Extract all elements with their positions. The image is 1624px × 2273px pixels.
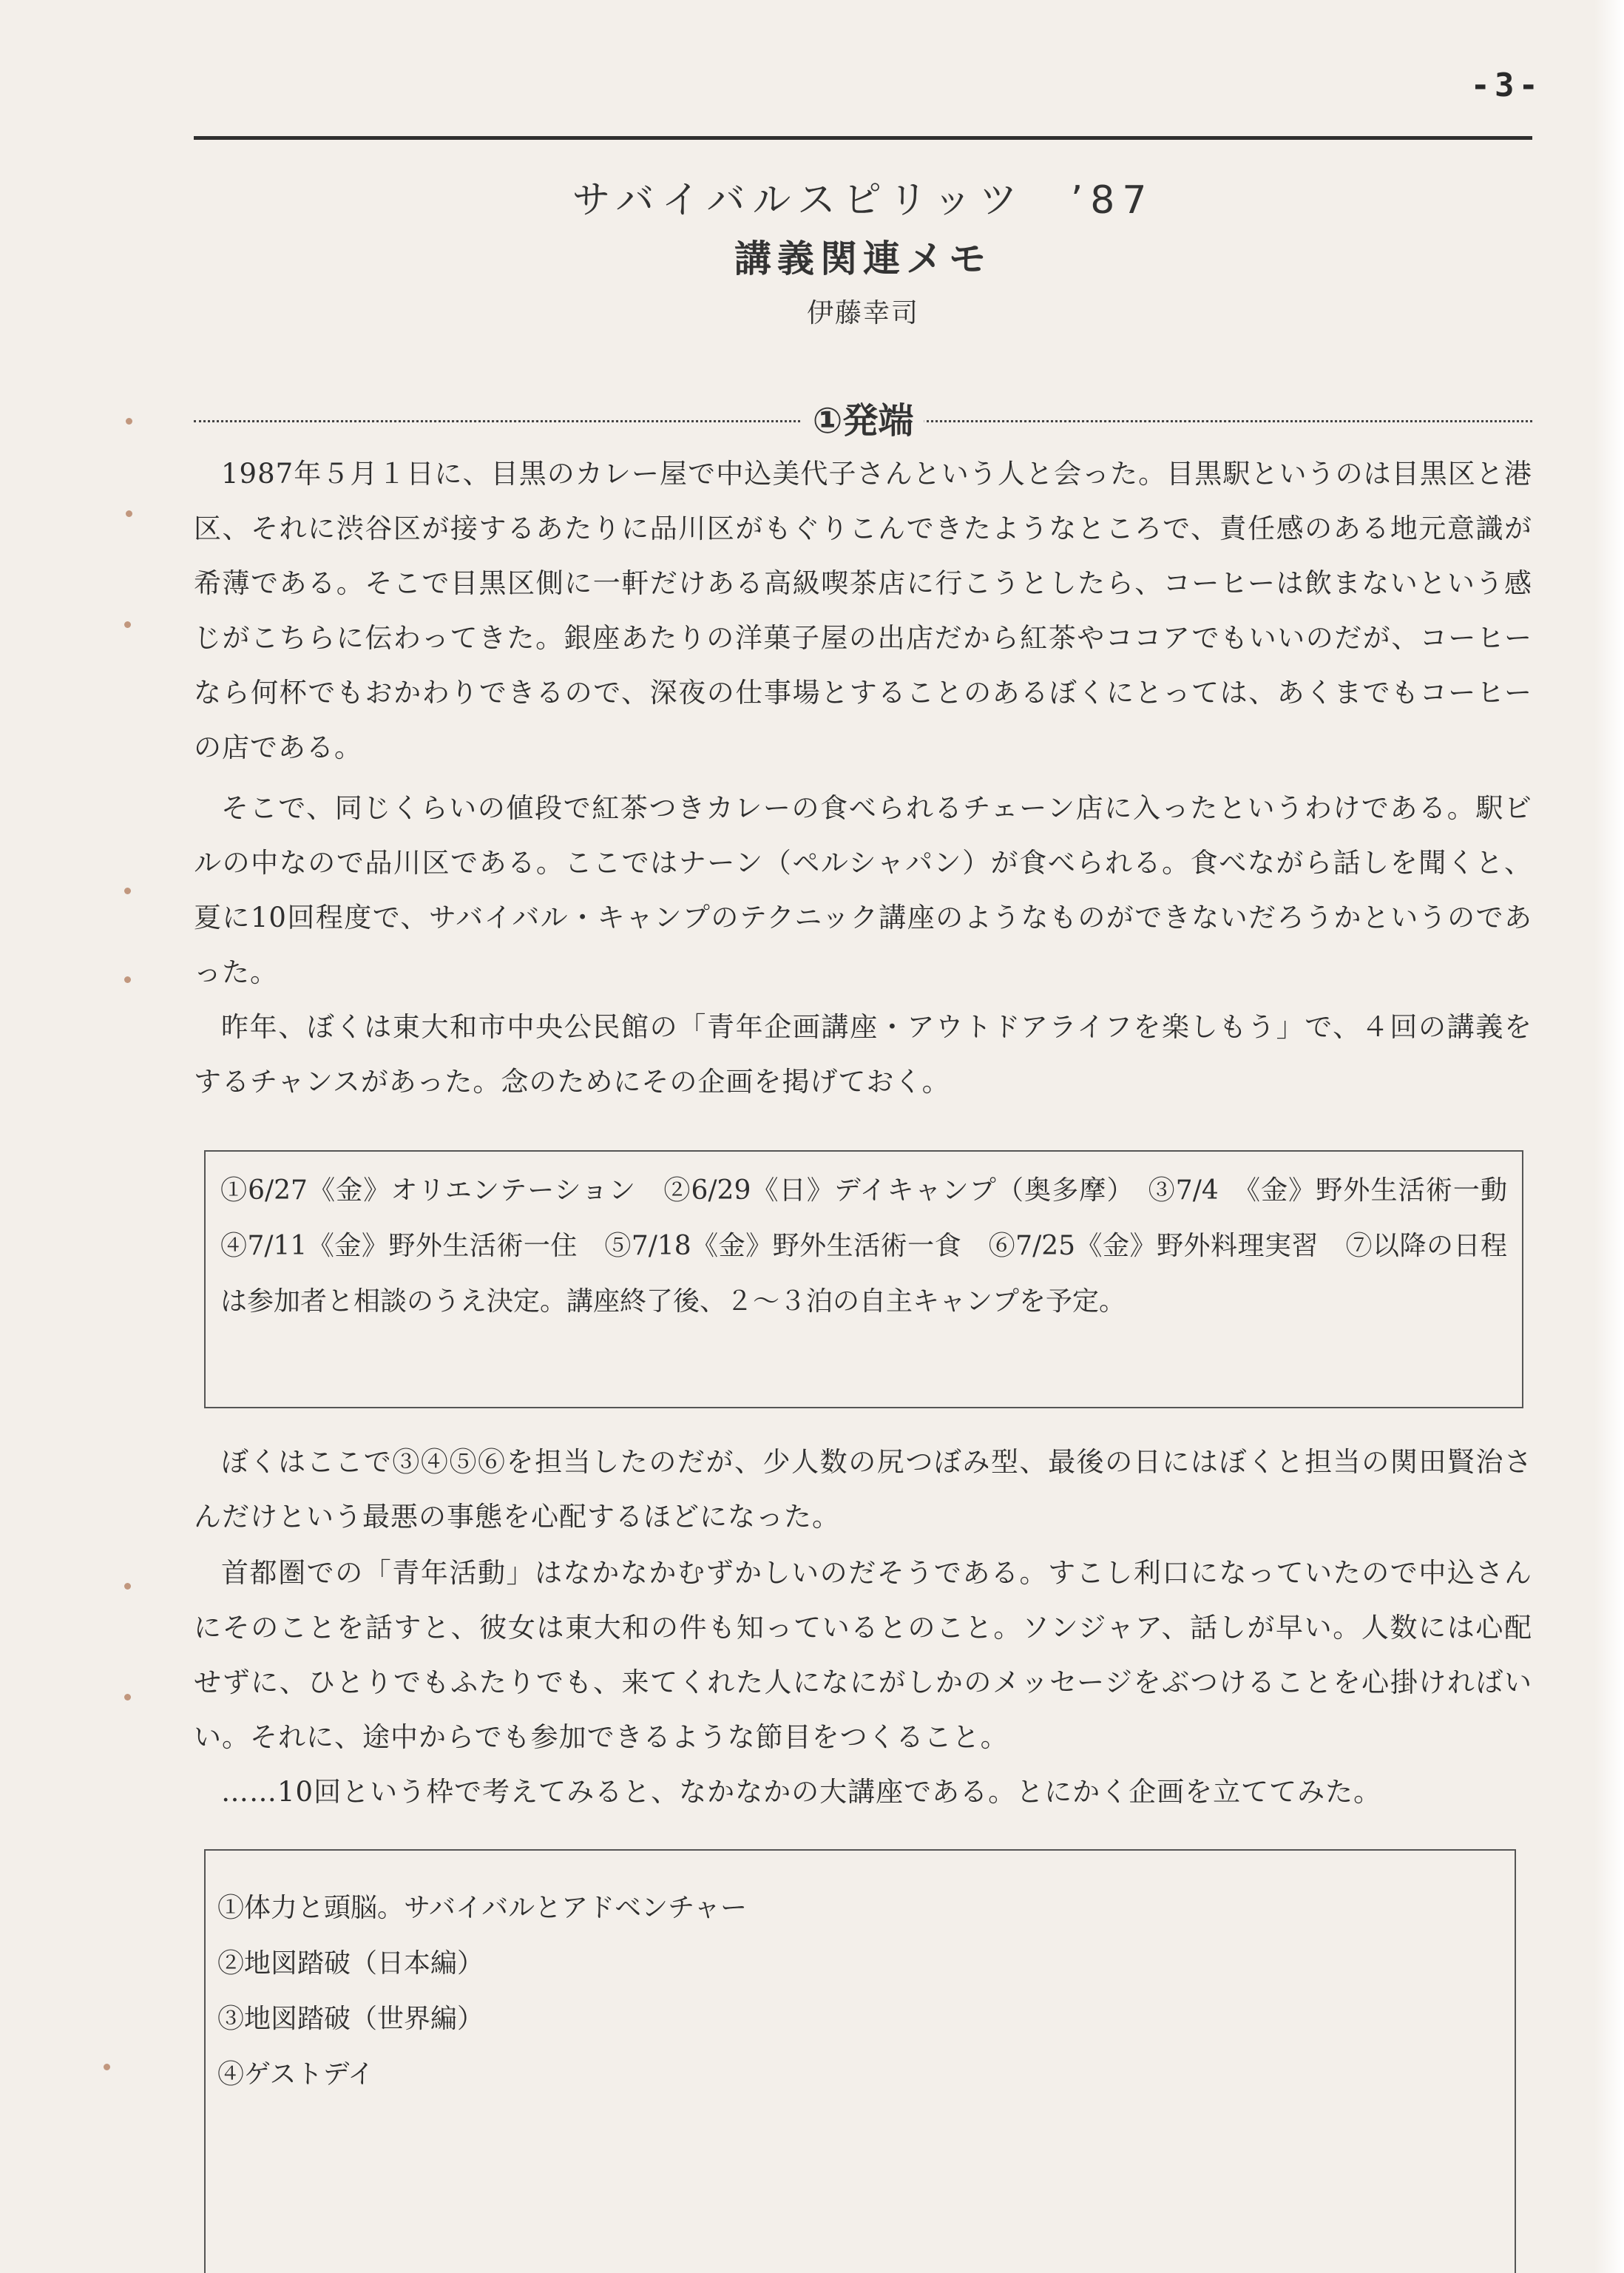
paper-edge <box>1594 0 1624 2273</box>
paragraph-text: ぼくはここで③④⑤⑥を担当したのだが、少人数の尻つぼみ型、最後の日にはぼくと担当の関田賢治さんだけという最悪の事態を心配するほどになった。 <box>194 1446 1532 1533</box>
binding-hole <box>124 1583 131 1590</box>
body-paragraph <box>194 1435 1532 1544</box>
plan-list <box>217 1880 747 2102</box>
paragraph-text: ……10回という枠で考えてみると、なかなかの大講座である。とにかく企画を立ててみた。 <box>221 1776 1382 1808</box>
paragraph-text: 1987年５月１日に、目黒のカレー屋で中込美代子さんという人と会った。目黒駅というのは目黒区と港区、それに渋谷区が接するあたりに品川区がもぐりこんできたようなところで、責任感のある地元意識が希薄である。そこで目黒区側に一軒だけある高級喫茶店に行こうとしたら、コーヒーは飲まないという感じがこちらに伝わってきた。銀座あたりの洋菓子屋の出店だから紅茶やココアでもいいのだが、コーヒーなら何杯でもおかわりできるので、深夜の仕事場とすることのあるぼくにとっては、あくまでもコーヒーの店である。 <box>194 458 1532 763</box>
document-subtitle: 講義関連メモ <box>734 237 992 280</box>
binding-hole <box>124 621 131 628</box>
body-paragraph <box>194 781 1532 1000</box>
section-heading <box>194 392 1532 444</box>
binding-hole <box>126 418 132 425</box>
schedule-box <box>204 1150 1535 1408</box>
binding-hole <box>126 510 132 517</box>
binding-hole <box>124 1694 131 1700</box>
document-title: サバイバルスピリッツ ’87 <box>572 178 1154 223</box>
section-heading-label: ①発端 <box>802 392 924 443</box>
binding-hole <box>104 2064 110 2070</box>
plan-item: ①体力と頭脳。サバイバルとアドベンチャー <box>217 1893 748 1923</box>
header-rule <box>194 136 1532 140</box>
body-paragraph <box>194 447 1532 775</box>
document-author: 伊藤幸司 <box>806 298 919 328</box>
binding-hole <box>124 888 131 894</box>
paragraph-text: 昨年、ぼくは東大和市中央公民館の「青年企画講座・アウトドアライフを楽しもう」で、４回の講義をするチャンスがあった。念のためにその企画を掲げておく。 <box>194 1011 1532 1098</box>
binding-hole <box>124 976 131 983</box>
plan-item: ②地図踏破（日本編） <box>217 1948 484 1979</box>
schedule-text: ①6/27《金》オリエンテーション ②6/29《日》デイキャンプ（奥多摩） ③7/4 《金》野外生活術一動 ④7/11《金》野外生活術一住 ⑤7/18《金》野外生活術一食 ⑥7/25《金》野外料理実習 ⑦以降の日程は参加者と相談のうえ決定。講座終了後、２～３泊の自主キャンプを予定。 <box>220 1175 1535 1317</box>
plan-item: ③地図踏破（世界編） <box>217 2004 484 2034</box>
page-number: -3- <box>1470 67 1543 104</box>
paragraph-text: 首都圏での「青年活動」はなかなかむずかしいのだそうである。すこし利口になっていたので中込さんにそのことを話すと、彼女は東大和の件も知っているとのこと。ソンジャア、話しが早い。人数には心配せずに、ひとりでもふたりでも、来てくれた人になにがしかのメッセージをぶつけることを心掛ければいい。それに、途中からでも参加できるような節目をつくること。 <box>194 1557 1532 1753</box>
plan-item: ④ゲストデイ <box>217 2059 375 2090</box>
body-paragraph <box>194 1546 1532 1820</box>
plan-box <box>204 1849 1516 2273</box>
body-paragraph <box>194 1000 1532 1110</box>
paragraph-text: そこで、同じくらいの値段で紅茶つきカレーの食べられるチェーン店に入ったというわけである。駅ビルの中なので品川区である。ここではナーン（ペルシャパン）が食べられる。食べながら話しを聞くと、夏に10回程度で、サバイバル・キャンプのテクニック講座のようなものができないだろうかというのであった。 <box>194 792 1532 988</box>
